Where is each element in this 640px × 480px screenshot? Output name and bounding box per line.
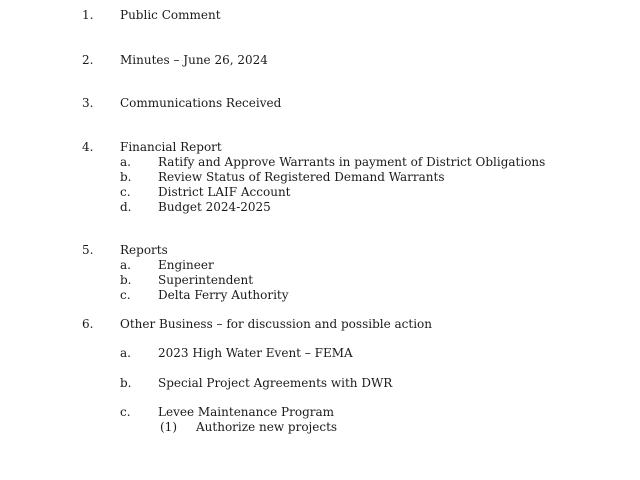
- item-5c-letter: c.: [120, 288, 131, 302]
- item-5a-letter: a.: [120, 258, 131, 272]
- item-6a-text: 2023 High Water Event – FEMA: [158, 346, 353, 360]
- item-6c-text: Levee Maintenance Program: [158, 405, 335, 419]
- item-5b-text: Superintendent: [158, 273, 254, 287]
- item-5b-letter: b.: [120, 273, 132, 287]
- item-4a-text: Ratify and Approve Warrants in payment of District Obligations: [158, 155, 546, 169]
- item-2-number: 2.: [82, 53, 94, 67]
- item-5-number: 5.: [82, 243, 94, 257]
- item-4-title: Financial Report: [120, 140, 222, 154]
- item-6a-letter: a.: [120, 346, 131, 360]
- item-4a-letter: a.: [120, 155, 131, 169]
- item-6-number: 6.: [82, 317, 94, 331]
- item-6-title: Other Business – for discussion and possible action: [120, 317, 432, 331]
- item-4b-letter: b.: [120, 170, 132, 184]
- item-5-title: Reports: [120, 243, 168, 257]
- item-6c1-text: Authorize new projects: [196, 420, 338, 434]
- item-4-number: 4.: [82, 140, 94, 154]
- item-4c-letter: c.: [120, 185, 131, 199]
- item-3-title: Communications Received: [120, 96, 282, 110]
- item-6b-text: Special Project Agreements with DWR: [158, 376, 393, 390]
- item-5a-text: Engineer: [158, 258, 214, 272]
- item-4c-text: District LAIF Account: [158, 185, 291, 199]
- item-6b-letter: b.: [120, 376, 132, 390]
- item-4d-text: Budget 2024-2025: [158, 200, 271, 214]
- item-6c-letter: c.: [120, 405, 131, 419]
- item-1-title: Public Comment: [120, 8, 221, 22]
- item-6c1-marker: (1): [160, 420, 177, 434]
- item-5c-text: Delta Ferry Authority: [158, 288, 289, 302]
- item-3-number: 3.: [82, 96, 94, 110]
- item-4d-letter: d.: [120, 200, 132, 214]
- item-2-title: Minutes – June 26, 2024: [120, 53, 268, 67]
- item-1-number: 1.: [82, 8, 94, 22]
- item-4b-text: Review Status of Registered Demand Warrants: [158, 170, 445, 184]
